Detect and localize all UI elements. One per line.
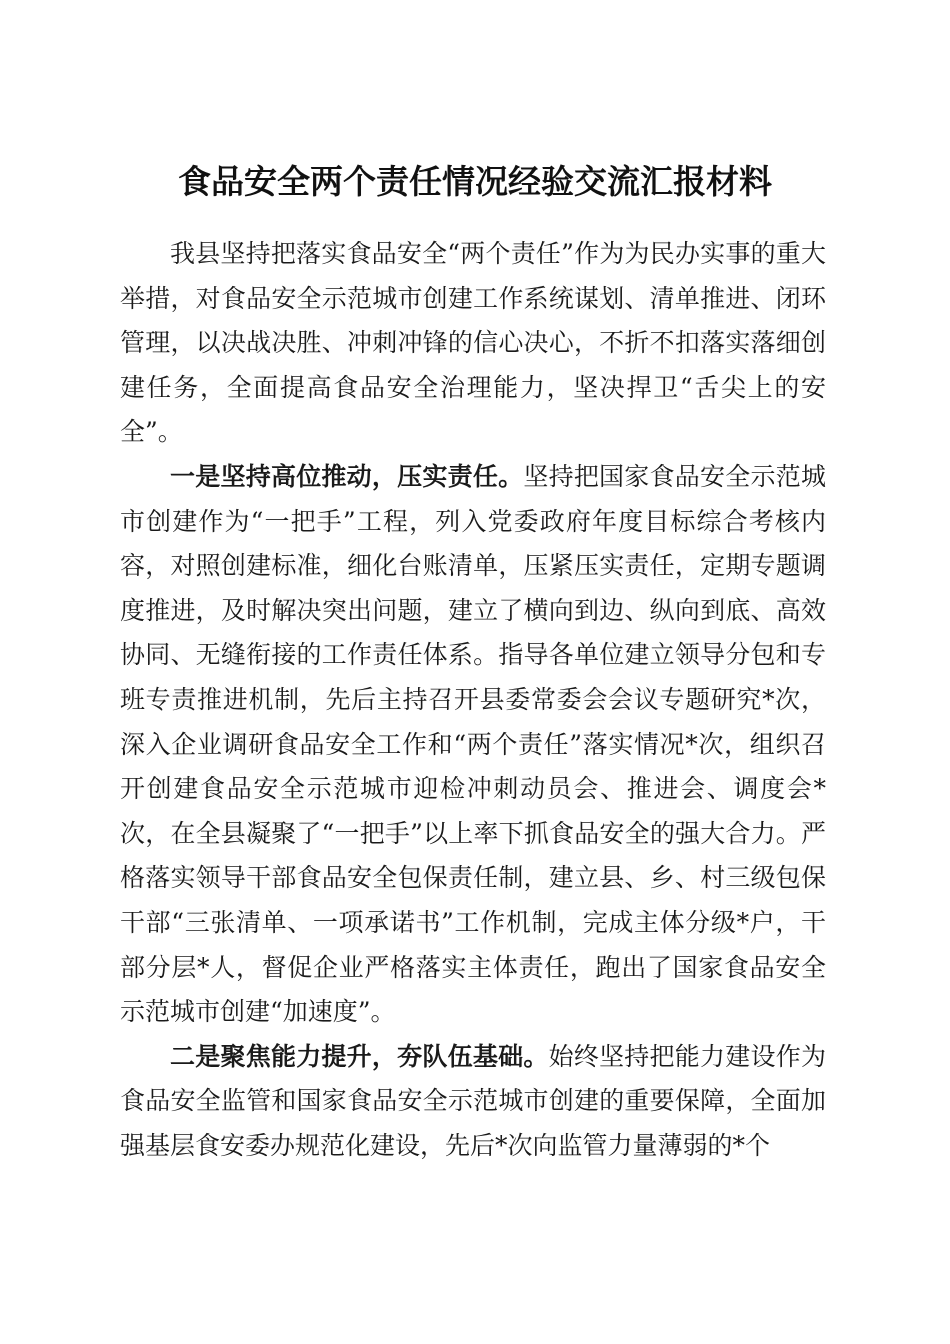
paragraph-responsibility-text: 坚持把国家食品安全示范城市创建作为“一把手”工程，列入党委政府年度目标综合考核内容，对照创建标准，细化台账清单，压紧压实责任，定期专题调度推进，及时解决突出问题，建立了横向到边、纵向到底、高效协同、无缝衔接的工作责任体系。指导各单位建立领导分包和专班专责推进机制，先后主持召开县委常委会会议专题研究*次，深入企业调研食品安全工作和“两个责任”落实情况*次，组织召开创建食品安全示范城市迎检冲刺动员会、推进会、调度会*次，在全县凝聚了“一把手”以上率下抓食品安全的强大合力。严格落实领导干部食品安全包保责任制，建立县、乡、村三级包保干部“三张清单、一项承诺书”工作机制，完成主体分级*户，干部分层*人，督促企业严格落实主体责任，跑出了国家食品安全示范城市创建“加速度”。 <box>120 461 826 1027</box>
paragraph-responsibility <box>120 455 826 1035</box>
paragraph-capability-heading: 二是聚焦能力提升，夯队伍基础。 <box>170 1041 549 1071</box>
paragraph-capability-text: 始终坚持把能力建设作为食品安全监管和国家食品安全示范城市创建的重要保障，全面加强基层食安委办规范化建设，先后*次向监管力量薄弱的*个 <box>120 1041 826 1160</box>
paragraph-intro-text: 我县坚持把落实食品安全“两个责任”作为为民办实事的重大举措，对食品安全示范城市创建工作系统谋划、清单推进、闭环管理，以决战决胜、冲刺冲锋的信心决心，不折不扣落实落细创建任务，全面提高食品安全治理能力，坚决捍卫“舌尖上的安全”。 <box>120 239 826 447</box>
paragraph-capability <box>120 1035 826 1169</box>
paragraph-intro <box>120 232 826 455</box>
document-title: 食品安全两个责任情况经验交流汇报材料 <box>178 162 772 202</box>
document-body <box>120 232 826 1168</box>
paragraph-responsibility-heading: 一是坚持高位推动，压实责任。 <box>170 461 524 491</box>
